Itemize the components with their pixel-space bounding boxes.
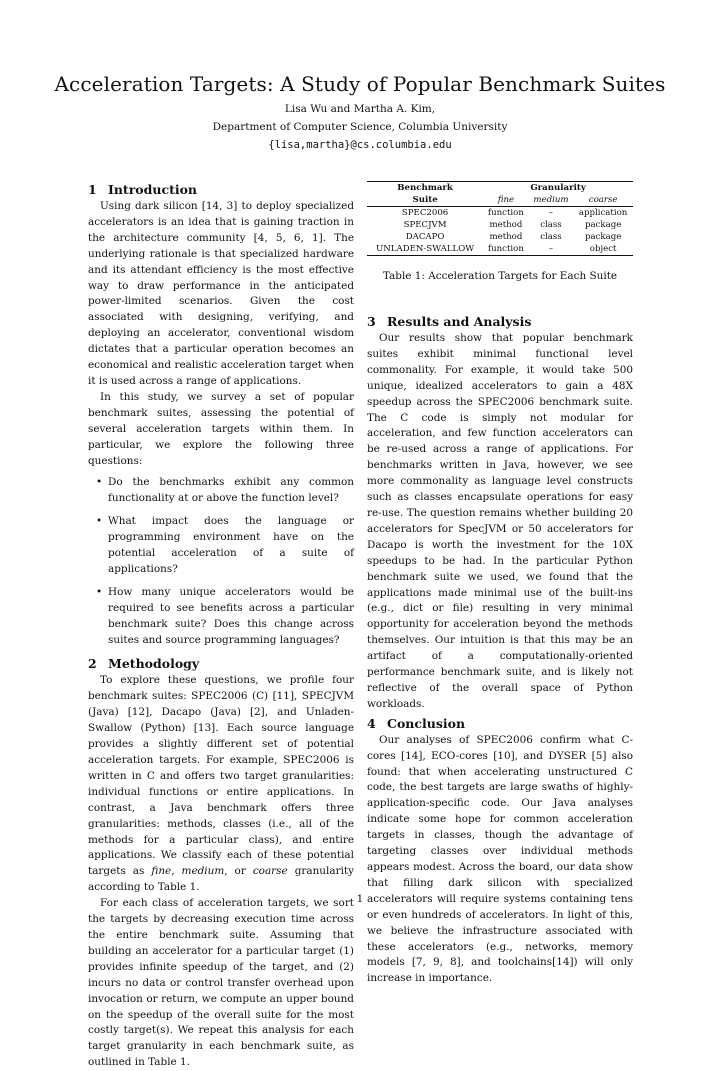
section-heading-conclusion — [367, 715, 633, 732]
table-1 — [367, 181, 633, 282]
table-cell-medium: class — [540, 232, 562, 242]
paper-email: {lisa,martha}@cs.columbia.edu — [268, 139, 452, 151]
methodology-text-a: To explore these questions, we profile four benchmark suites: SPEC2006 (C) [11], SPECJVM (Java) [12], Dacapo (Java) [2], and Unladen-Swallow (Python) [13]. Each source language provides a slightly different set of potential acceleration targets. For example, SPEC2006 is written in C and offers two target granularities: individual functions or entire applications. In contrast, a Java benchmark offers three granularities: methods, classes (i.e., all of the methods for a particular class), and entire applications. We classify each of these potential targets as — [88, 674, 354, 878]
table-col-coarse: coarse — [588, 195, 618, 205]
question-item: • How many unique accelerators would be required to see benefits across a particular benchmark suite? Does this change across suites and source programming languages? — [108, 585, 354, 649]
methodology-paragraph-2: For each class of acceleration targets, we sort the targets by decreasing execution time across the entire benchmark suite. Assuming that building an accelerator for a particular target (1) provides infinite speedup of the target, and (2) incurs no data or control transfer overhead upon invocation or return, we compute an upper bound on the speedup of the overall suite for the most costly target(s). We repeat this analysis for each target granularity in each benchmark suite, as outlined in Table 1. — [88, 897, 354, 1069]
section-number: 3 — [367, 314, 376, 329]
table-row — [367, 231, 633, 243]
table-cell-fine: method — [489, 220, 523, 230]
table-cell-coarse: package — [584, 220, 622, 230]
conclusion-paragraph-1: Our analyses of SPEC2006 confirm what C-cores [14], ECO-cores [10], and DYSER [5] also found: that when accelerating unstructured C code, the best targets are large swaths of highly-application-specific code. Our Java analyses indicate some hope for common acceleration targets in classes, though the advantage of targeting classes over individual methods appears modest. Across the board, our data show that filling dark silicon with specialized accelerators will require systems containing tens or even hundreds of accelerators. In light of this, we believe the infrastructure associated with these accelerators (e.g., networks, memory models [7, 9, 8], and toolchains[14]) will only increase in importance. — [367, 733, 633, 985]
table-row — [367, 243, 633, 256]
paper-authors: Lisa Wu and Martha A. Kim, — [284, 103, 436, 115]
table-cell-fine: function — [483, 243, 529, 256]
paper-title: Acceleration Targets: A Study of Popular Benchmark Suites — [54, 72, 666, 96]
table-cell-coarse: application — [578, 208, 628, 218]
section-number: 1 — [88, 182, 97, 197]
table-cell-medium: – — [548, 208, 554, 218]
table-header-granularity: Granularity — [483, 182, 633, 195]
table-col-fine: fine — [497, 195, 515, 205]
section-number: 4 — [367, 715, 376, 731]
table-cell-medium: class — [540, 220, 562, 230]
section-title-text: Conclusion — [387, 715, 466, 731]
table-row — [367, 219, 633, 231]
table-cell-suite: DACAPO — [405, 232, 445, 242]
paper-affiliation: Department of Computer Science, Columbia University — [212, 121, 508, 133]
page-number: 1 — [356, 893, 364, 905]
term-fine: fine — [151, 865, 172, 878]
table-header-suite-line2: Suite — [412, 195, 438, 205]
table-cell-medium: – — [529, 243, 574, 256]
table-cell-fine: method — [489, 232, 523, 242]
section-heading-methodology — [88, 655, 354, 672]
table-col-medium: medium — [533, 195, 569, 205]
section-title-text: Methodology — [108, 656, 200, 672]
table-cell-coarse: package — [584, 232, 622, 242]
section-heading-results — [367, 313, 633, 330]
research-questions-list — [88, 475, 354, 648]
table-cell-coarse: object — [573, 243, 633, 256]
right-column — [367, 311, 633, 987]
methodology-paragraph-1 — [88, 673, 354, 896]
table-cell-suite: UNLADEN-SWALLOW — [367, 243, 483, 256]
question-item: • Do the benchmarks exhibit any common functionality at or above the function level? — [108, 475, 354, 507]
section-title-text: Introduction — [108, 182, 198, 197]
intro-paragraph-1: Using dark silicon [14, 3] to deploy specialized accelerators is an idea that is gaining traction in the architecture community [4, 5, 6, 1]. The underlying rationale is that specialized hardware and its attendant efficiency is the most effective way to draw performance in the anticipated power-limited scenarios. Given the cost associated with designing, verifying, and deploying an accelerator, conventional wisdom dictates that a particular operation becomes an economical and realistic acceleration target when it is used across a range of applications. — [88, 200, 354, 387]
table-caption: Table 1: Acceleration Targets for Each Suite — [382, 270, 618, 282]
results-paragraph-1: Our results show that popular benchmark suites exhibit minimal functional level commonality. For example, it would take 500 unique, idealized accelerators to gain a 48X speedup across the SPEC2006 benchmark suite. The C code is simply not modular for acceleration, and few function accelerators can be re-used across a range of applications. For benchmarks written in Java, however, we see more commonality as language level constructs such as classes encapsulate operations for easy re-use. The question remains whether building 20 accelerators for SpecJVM or 50 accelerators for Dacapo is worth the investment for the 10X speedups to be had. In the particular Python benchmark suite we used, we found that the applications made minimal use of the built-ins (e.g., dict or file) resulting in very minimal opportunity for acceleration beyond the methods themselves. Our intuition is that this may be an artifact of a computationally-oriented performance benchmark suite, and is likely not reflective of the overall space of Python workloads. — [367, 332, 633, 710]
methodology-text-b: granularity according to Table 1. — [88, 865, 355, 894]
table-cell-fine: function — [487, 208, 524, 218]
term-coarse: coarse — [252, 865, 288, 878]
separator: , — [171, 865, 175, 878]
section-heading-introduction — [88, 181, 354, 198]
left-column — [88, 179, 354, 1071]
table-cell-suite: SPEC2006 — [401, 208, 449, 218]
question-item: • What impact does the language or programming environment have on the potential acceleration of a suite of applications? — [108, 514, 354, 578]
section-title-text: Results and Analysis — [387, 314, 532, 329]
acceleration-targets-table — [367, 181, 633, 256]
section-number: 2 — [88, 656, 97, 672]
intro-paragraph-2: In this study, we survey a set of popular benchmark suites, assessing the potential of several acceleration targets within them. In particular, we explore the following three questions: — [88, 390, 354, 467]
separator: , or — [224, 865, 246, 878]
table-cell-suite: SPECJVM — [403, 220, 447, 230]
table-row — [367, 207, 633, 219]
term-medium: medium — [181, 865, 225, 878]
table-header-suite: Benchmark — [367, 182, 483, 195]
